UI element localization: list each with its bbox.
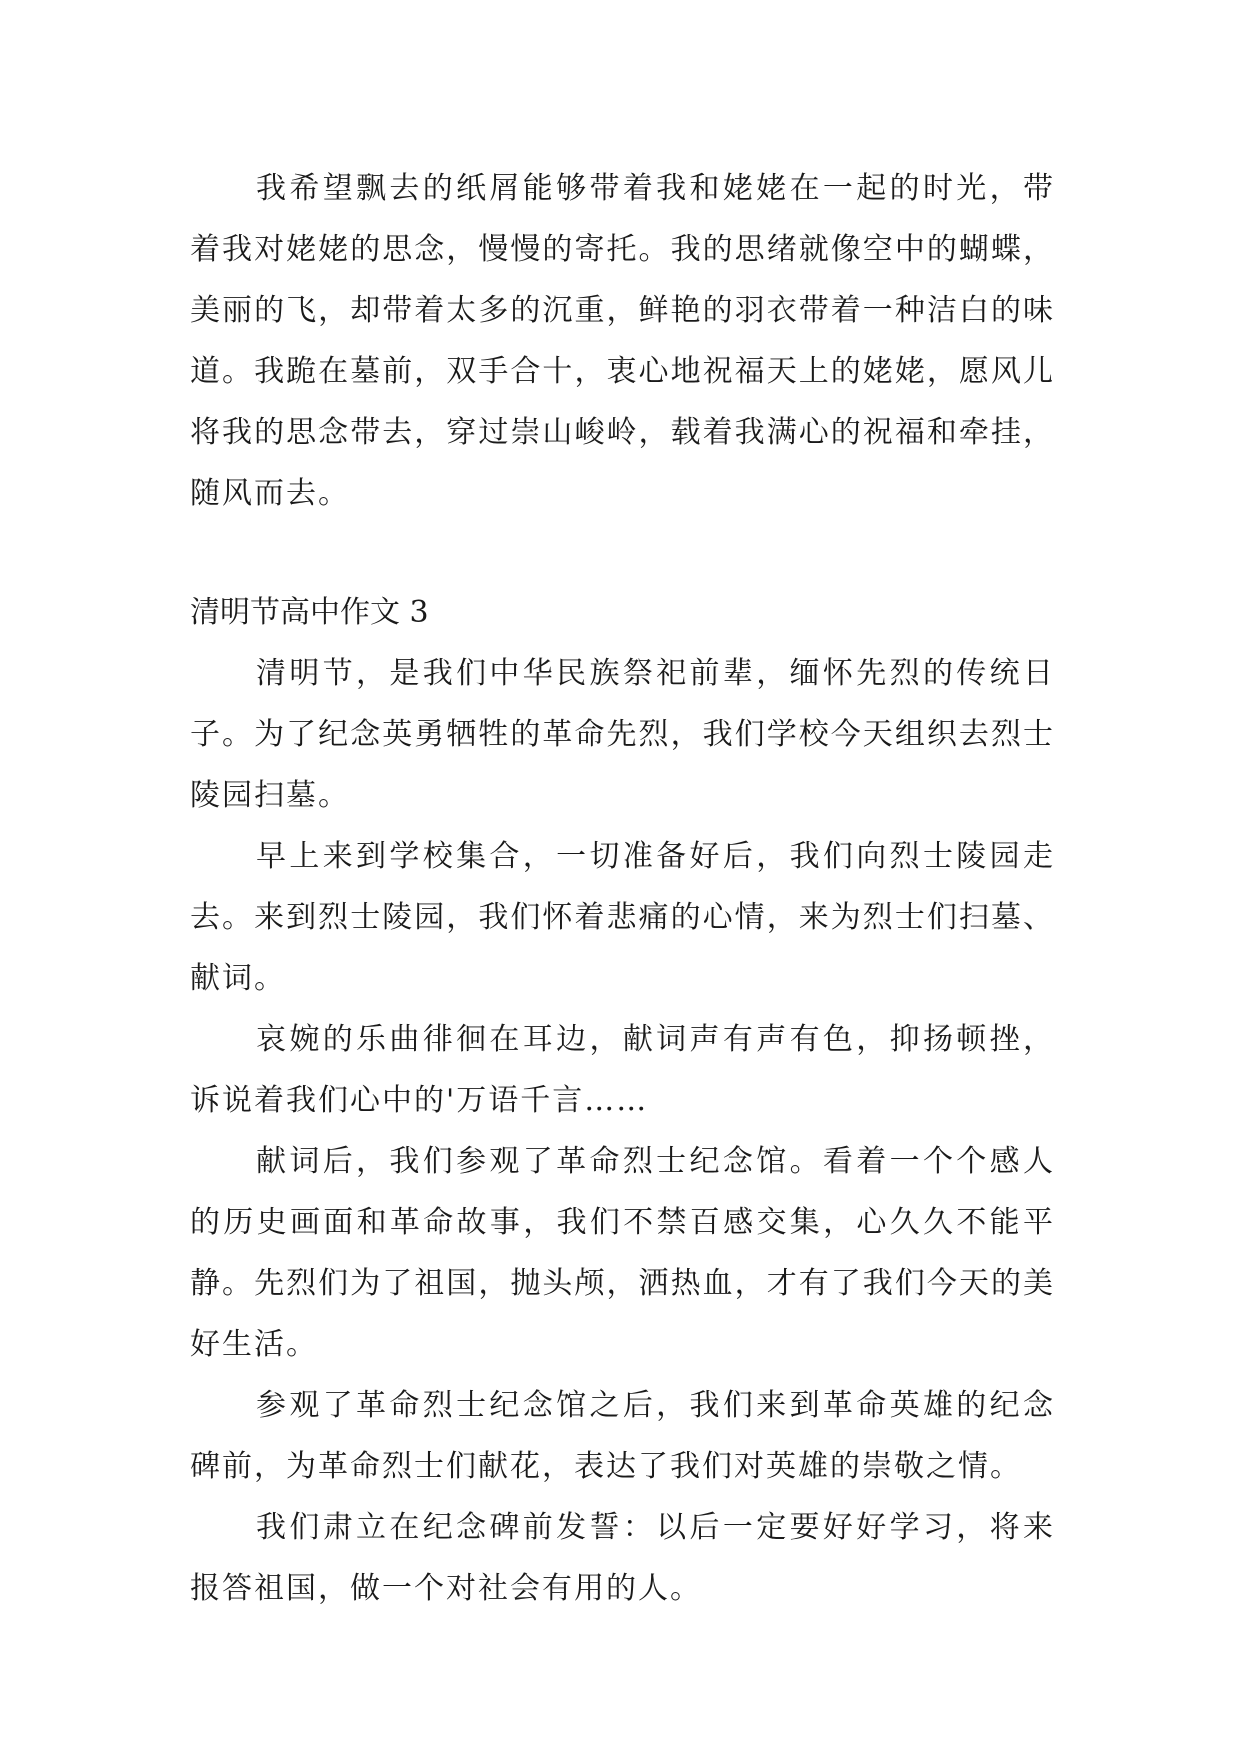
paragraph: 早上来到学校集合，一切准备好后，我们向烈士陵园走去。来到烈士陵园，我们怀着悲痛的心情，来为烈士们扫墓、献词。 xyxy=(190,839,1055,996)
paragraph: 哀婉的乐曲徘徊在耳边，献词声有声有色，抑扬顿挫，诉说着我们心中的'万语千言…… xyxy=(190,1022,1055,1118)
paragraph: 我希望飘去的纸屑能够带着我和姥姥在一起的时光，带着我对姥姥的思念，慢慢的寄托。我的思绪就像空中的蝴蝶，美丽的飞，却带着太多的沉重，鲜艳的羽衣带着一种洁白的味道。我跪在墓前，双手合十，衷心地祝福天上的姥姥，愿风儿将我的思念带去，穿过崇山峻岭，载着我满心的祝福和牵挂，随风而去。 xyxy=(190,171,1055,511)
paragraph: 清明节，是我们中华民族祭祀前辈，缅怀先烈的传统日子。为了纪念英勇牺牲的革命先烈，我们学校今天组织去烈士陵园扫墓。 xyxy=(190,656,1055,813)
section-title: 清明节高中作文 3 xyxy=(190,595,429,630)
document-body xyxy=(190,158,1055,1619)
paragraph: 献词后，我们参观了革命烈士纪念馆。看着一个个感人的历史画面和革命故事，我们不禁百感交集，心久久不能平静。先烈们为了祖国，抛头颅，洒热血，才有了我们今天的美好生活。 xyxy=(190,1144,1055,1362)
paragraph: 参观了革命烈士纪念馆之后，我们来到革命英雄的纪念碑前，为革命烈士们献花，表达了我们对英雄的崇敬之情。 xyxy=(190,1388,1055,1484)
paragraph: 我们肃立在纪念碑前发誓：以后一定要好好学习，将来报答祖国，做一个对社会有用的人。 xyxy=(190,1510,1055,1606)
